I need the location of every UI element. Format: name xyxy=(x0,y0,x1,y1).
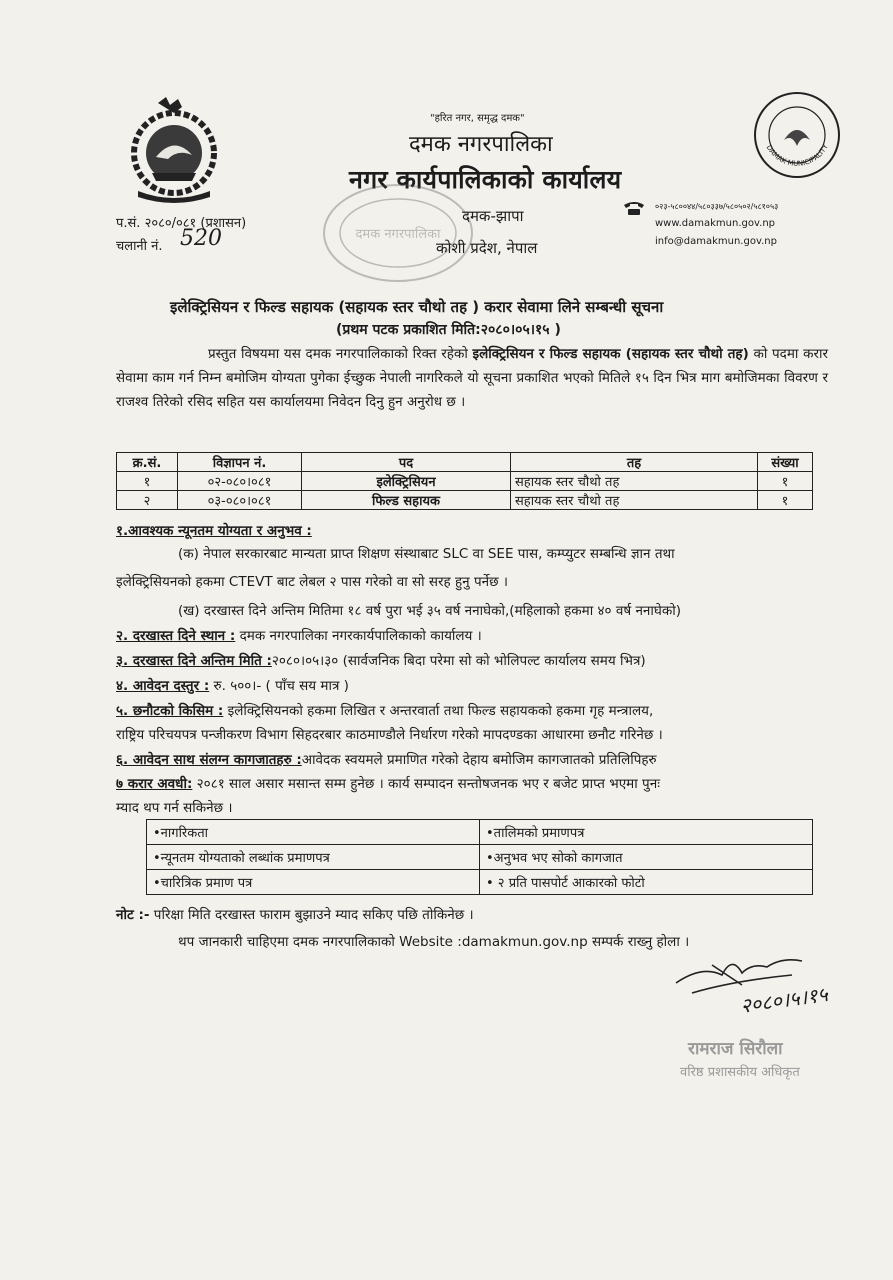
section-5 xyxy=(116,701,653,719)
address-line-2: कोशी प्रदेश, नेपाल xyxy=(436,239,538,257)
section-5-value: इलेक्ट्रिसियनको हकमा लिखित र अन्तरवार्ता तथा फिल्ड सहायकको हकमा गृह मन्त्रालय, xyxy=(223,703,654,719)
doc-item: • २ प्रति पासपोर्ट आकारको फोटो xyxy=(480,870,813,895)
doc-item: •अनुभव भए सोको कागजात xyxy=(480,845,813,870)
section-5-label: ५. छनौटको किसिम : xyxy=(116,703,224,719)
header-count: संख्या xyxy=(758,453,813,472)
section-1-heading: १.आवश्यक न्यूनतम योग्यता र अनुभव : xyxy=(116,523,312,539)
cell-sn: २ xyxy=(117,491,178,510)
intro-text-a: प्रस्तुत विषयमा यस दमक नगरपालिकाको रिक्त रहेको xyxy=(208,346,473,362)
more-info-line: थप जानकारी चाहिएमा दमक नगरपालिकाको Website :damakmun.gov.np सम्पर्क राख्नु होला । xyxy=(178,934,690,950)
table-row xyxy=(147,820,813,845)
section-1-kha: (ख) दरखास्त दिने अन्तिम मितिमा १८ वर्ष पुरा भई ३५ वर्ष ननाघेको,(महिलाको हकमा ४० वर्ष ननाघेको) xyxy=(178,603,682,619)
note-line xyxy=(116,905,474,923)
email-text: info@damakmun.gov.np xyxy=(655,236,777,247)
letter-number: प.सं. २०८०/०८१ (प्रशासन) xyxy=(116,216,247,231)
cell-ad-no: ०३-०८०।०८१ xyxy=(178,491,302,510)
signatory-position: वरिष्ठ प्रशासकीय अधिकृत xyxy=(680,1065,800,1080)
documents-table xyxy=(146,819,813,895)
section-7 xyxy=(116,774,660,792)
notice-subtitle: (प्रथम पटक प्रकाशित मिति:२०८०।०५।१५ ) xyxy=(336,322,561,338)
section-6 xyxy=(116,750,657,768)
section-3-label: ३. दरखास्त दिने अन्तिम मिति : xyxy=(116,653,272,669)
stamp-text: दमक नगरपालिका xyxy=(355,227,441,242)
section-3-value: २०८०।०५।३० (सार्वजनिक बिदा परेमा सो को भोलिपल्ट कार्यालय समय भित्र) xyxy=(271,653,646,669)
section-2-label: २. दरखास्त दिने स्थान : xyxy=(116,628,236,644)
doc-item: •नागरिकता xyxy=(147,820,480,845)
municipality-seal xyxy=(752,90,842,180)
notice-title: इलेक्ट्रिसियन र फिल्ड सहायक (सहायक स्तर चौथो तह ) करार सेवामा लिने सम्बन्धी सूचना xyxy=(170,298,664,316)
section-3 xyxy=(116,651,646,669)
section-5-cont: राष्ट्रिय परिचयपत्र पन्जीकरण विभाग सिहदरबार काठमाण्डौले निर्धारण गरेको मापदण्डका आधारमा छनौट गरिनेछ । xyxy=(116,727,663,743)
intro-paragraph xyxy=(116,342,828,414)
table-row xyxy=(147,845,813,870)
vacancy-table xyxy=(116,452,813,510)
dispatch-number: 520 xyxy=(180,226,222,251)
section-7-value: २०८१ साल असार मसान्त सम्म हुनेछ । कार्य सम्पादन सन्तोषजनक भए र बजेट प्राप्त भएमा पुनः xyxy=(192,776,660,792)
cell-ad-no: ०२-०८०।०८१ xyxy=(178,472,302,491)
seal-text: DAMAK MUNICIPALITY xyxy=(764,143,830,168)
cell-level: सहायक स्तर चौथो तह xyxy=(511,472,758,491)
section-1-ka-line-2: इलेक्ट्रिसियनको हकमा CTEVT बाट लेबल २ पास गरेको वा सो सरह हुनु पर्नेछ । xyxy=(116,574,508,590)
municipality-name: दमक नगरपालिका xyxy=(409,132,553,157)
section-6-value: आवेदक स्वयमले प्रमाणित गरेको देहाय बमोजिम कागजातको प्रतिलिपिहरु xyxy=(301,752,657,768)
table-row xyxy=(147,870,813,895)
section-4-label: ४. आवेदन दस्तुर : xyxy=(116,678,210,694)
cell-count: १ xyxy=(758,491,813,510)
section-4-value: रु. ५००।- ( पाँच सय मात्र ) xyxy=(209,678,349,694)
address-line-1: दमक-झापा xyxy=(462,207,524,225)
dispatch-label: चलानी नं. xyxy=(116,239,163,254)
intro-text-b: इलेक्ट्रिसियन र फिल्ड सहायक (सहायक स्तर चौथो तह) xyxy=(472,346,749,362)
doc-item: •न्यूनतम योग्यताको लब्धांक प्रमाणपत्र xyxy=(147,845,480,870)
header-level: तह xyxy=(511,453,758,472)
note-label: नोट :- xyxy=(116,907,150,923)
office-stamp xyxy=(318,178,478,288)
website-text: www.damakmun.gov.np xyxy=(655,218,775,229)
header-ad-no: विज्ञापन नं. xyxy=(178,453,302,472)
section-7-cont: म्याद थप गर्न सकिनेछ । xyxy=(116,800,233,816)
telephone-icon xyxy=(623,200,645,216)
nepal-emblem-icon xyxy=(118,95,230,205)
doc-item: •तालिमको प्रमाणपत्र xyxy=(480,820,813,845)
signatory-name: रामराज सिरौला xyxy=(688,1039,783,1059)
section-7-label: ७ करार अवधी: xyxy=(116,776,193,792)
section-1-ka-line-1: (क) नेपाल सरकारबाट मान्यता प्राप्त शिक्षण संस्थाबाट SLC वा SEE पास, कम्प्युटर सम्बन्धि ज्ञान तथा xyxy=(178,546,675,562)
note-value: परिक्षा मिति दरखास्त फाराम बुझाउने म्याद सकिए पछि तोकिनेछ । xyxy=(149,907,474,923)
table-row xyxy=(117,491,813,510)
section-2-value: दमक नगरपालिका नगरकार्यपालिकाको कार्यालय । xyxy=(235,628,482,644)
intro-text-c: को पदमा करार सेवामा काम गर्न निम्न बमोजिम योग्यता पुगेका ईच्छुक नेपाली नागरिकले यो सूचना प्रकाशित भएको मितिले १५ दिन भित्र माग बमोजिमका विवरण र राजश्व तिरेको रसिद सहित यस कार्यालयमा निवेदन दिनु हुन अनुरोध छ । xyxy=(116,346,828,410)
phone-numbers: ०२३-५८००४४/५८०३३७/५८०५०२/५८१०५३ xyxy=(655,202,779,211)
svg-text:DAMAK MUNICIPALITY xyxy=(765,143,830,168)
cell-sn: १ xyxy=(117,472,178,491)
cell-post: इलेक्ट्रिसियन xyxy=(302,472,511,491)
section-2 xyxy=(116,626,482,644)
signature-date: २०८०।५।१५ xyxy=(738,981,830,1018)
table-row xyxy=(117,472,813,491)
header-post: पद xyxy=(302,453,511,472)
section-4 xyxy=(116,676,349,694)
header-sn: क्र.सं. xyxy=(117,453,178,472)
cell-post: फिल्ड सहायक xyxy=(302,491,511,510)
section-6-label: ६. आवेदन साथ संलग्न कागजातहरु : xyxy=(116,752,302,768)
cell-count: १ xyxy=(758,472,813,491)
office-name: नगर कार्यपालिकाको कार्यालय xyxy=(349,165,622,194)
motto-text: "हरित नगर, समृद्ध दमक" xyxy=(430,113,525,124)
doc-item: •चारित्रिक प्रमाण पत्र xyxy=(147,870,480,895)
vacancy-header-row xyxy=(117,453,813,472)
cell-level: सहायक स्तर चौथो तह xyxy=(511,491,758,510)
